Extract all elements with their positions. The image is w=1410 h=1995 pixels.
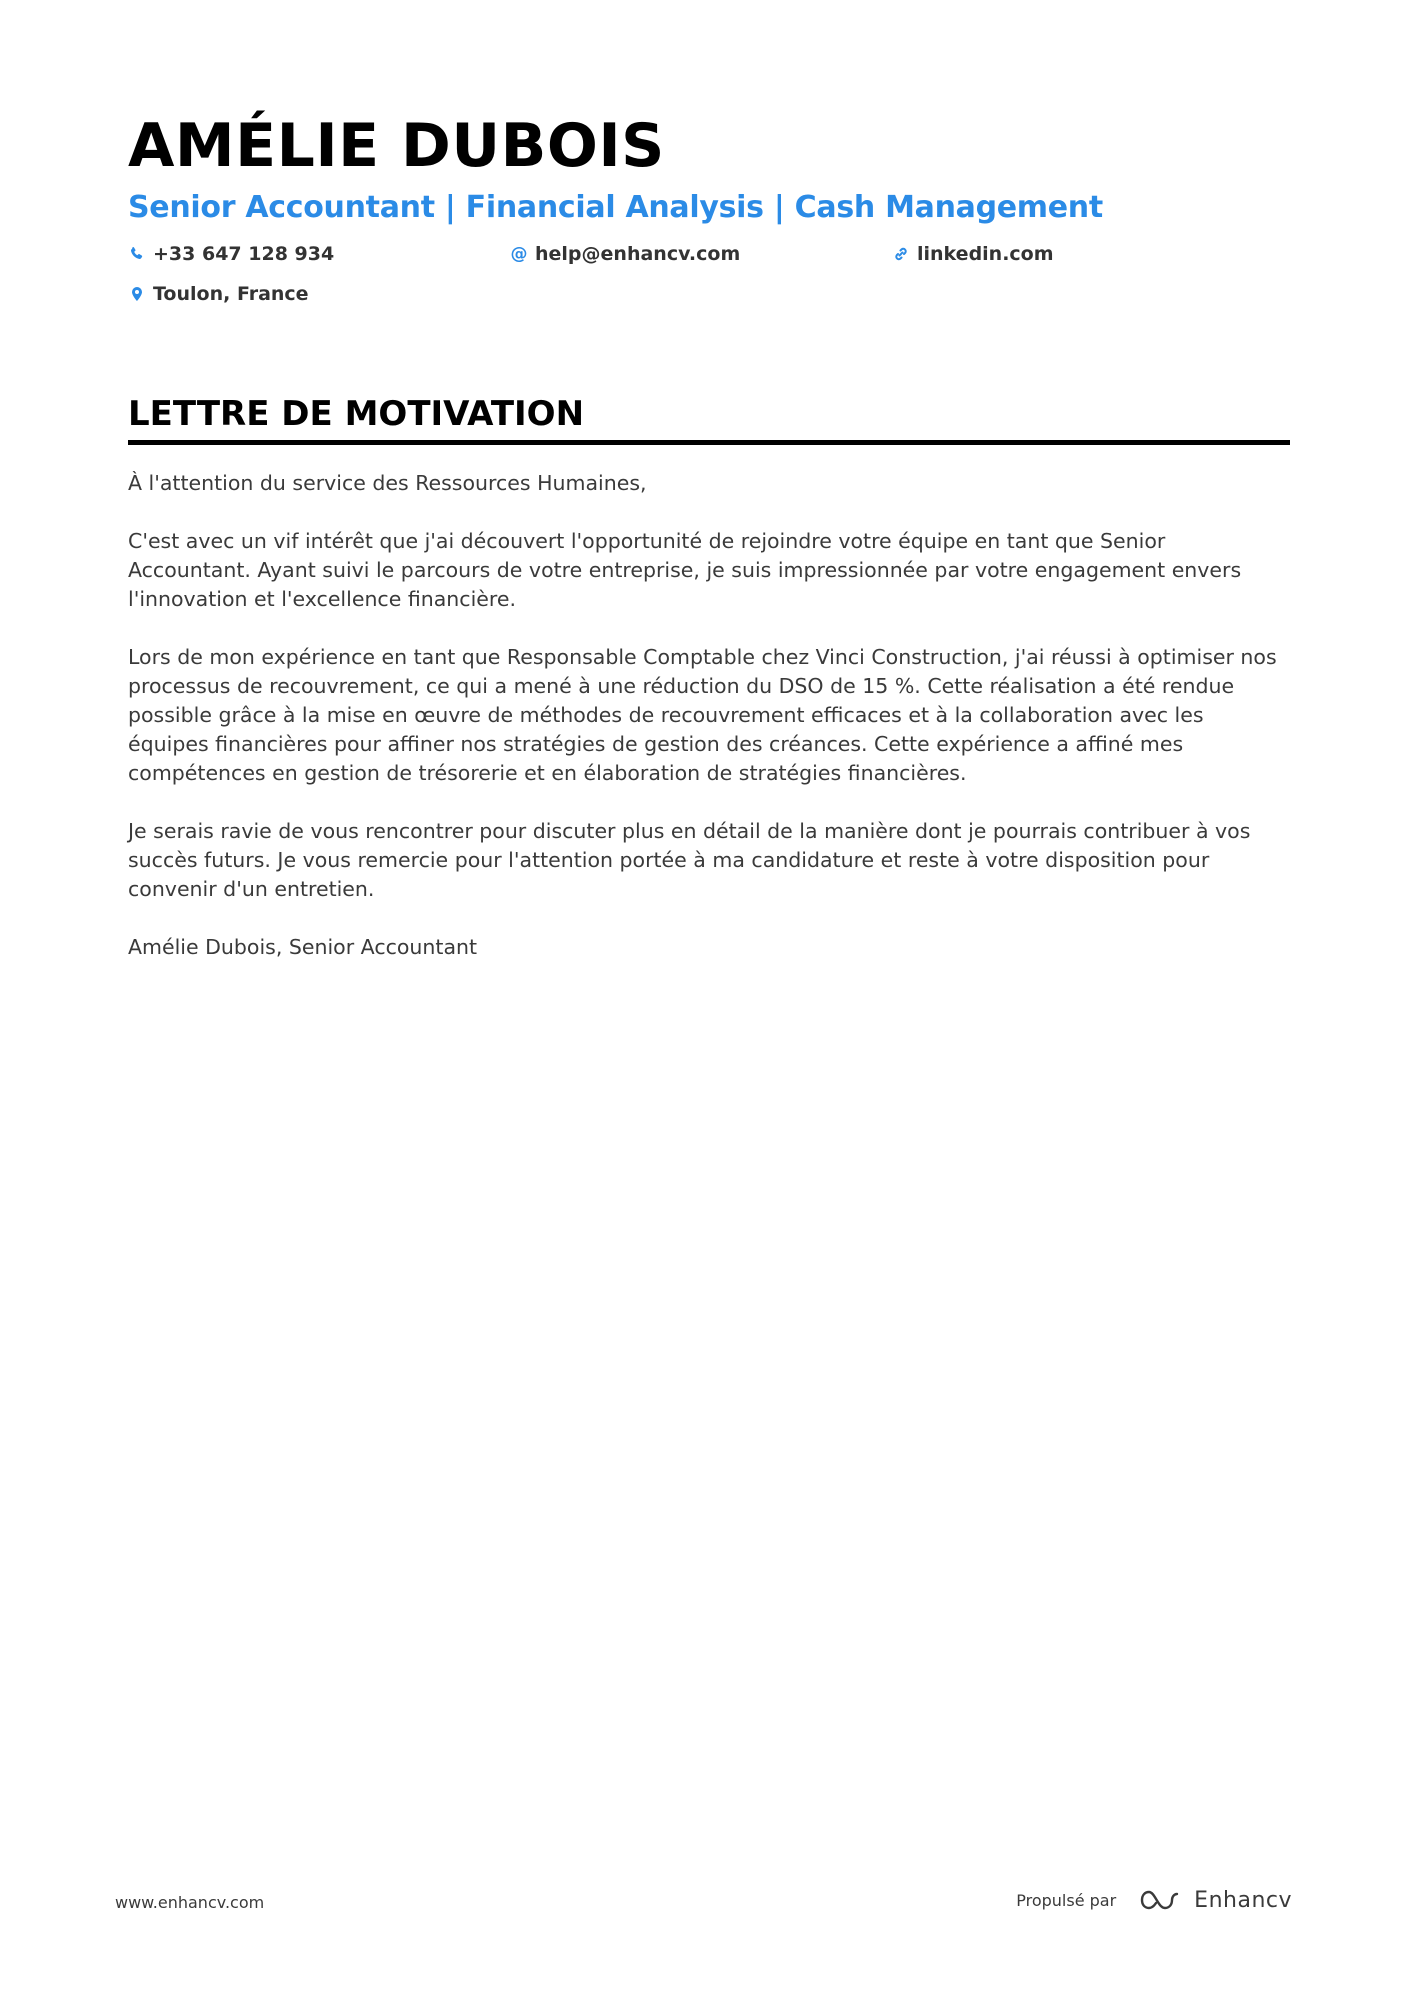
contact-phone bbox=[128, 238, 510, 270]
section-title: LETTRE DE MOTIVATION bbox=[128, 392, 1290, 445]
email-address: help@enhancv.com bbox=[535, 243, 741, 265]
phone-icon bbox=[128, 245, 146, 263]
enhancv-logo-icon bbox=[1138, 1887, 1184, 1913]
letter-paragraph-2: Lors de mon expérience en tant que Responsable Comptable chez Vinci Construction, j'ai réussi à optimiser nos processus de recouvrement, ce qui a mené à une réduction du DSO de 15 %. Cette réalisation a été rendue possible grâce à la mise en œuvre de méthodes de recouvrement efficaces et à la collaboration avec les équipes financières pour affiner nos stratégies de gestion des créances. Cette expérience a affiné mes compétences en gestion de trésorerie et en élaboration de stratégies financières. bbox=[128, 645, 1277, 785]
link-icon bbox=[892, 245, 910, 263]
phone-number: +33 647 128 934 bbox=[153, 243, 335, 265]
resume-header bbox=[128, 108, 1288, 310]
location-text: Toulon, France bbox=[153, 283, 309, 305]
contact-location bbox=[128, 278, 510, 310]
footer-website: www.enhancv.com bbox=[115, 1893, 265, 1912]
contact-email bbox=[510, 238, 892, 270]
candidate-tagline: Senior Accountant | Financial Analysis | Cash Management bbox=[128, 190, 1103, 225]
letter-paragraph-1: C'est avec un vif intérêt que j'ai découvert l'opportunité de rejoindre votre équipe en tant que Senior Accountant. Ayant suivi le parcours de votre entreprise, je suis impressionnée par votre engagement envers l'innovation et l'excellence financière. bbox=[128, 529, 1242, 611]
letter-body bbox=[128, 469, 1288, 962]
contact-linkedin bbox=[892, 238, 1274, 270]
letter-signature: Amélie Dubois, Senior Accountant bbox=[128, 935, 478, 959]
enhancv-logo bbox=[1138, 1887, 1292, 1913]
location-pin-icon bbox=[128, 285, 146, 303]
candidate-name: AMÉLIE DUBOIS bbox=[128, 111, 665, 181]
at-icon: @ bbox=[510, 244, 528, 264]
powered-by-label: Propulsé par bbox=[1016, 1890, 1117, 1910]
footer-branding bbox=[1016, 1880, 1292, 1920]
linkedin-url: linkedin.com bbox=[917, 243, 1054, 265]
letter-salutation: À l'attention du service des Ressources Humaines, bbox=[128, 471, 647, 495]
contact-info bbox=[128, 238, 1288, 310]
cover-letter-section bbox=[128, 392, 1290, 991]
brand-name: Enhancv bbox=[1194, 1887, 1292, 1913]
letter-paragraph-3: Je serais ravie de vous rencontrer pour discuter plus en détail de la manière dont je pourrais contribuer à vos succès futurs. Je vous remercie pour l'attention portée à ma candidature et reste à votre disposition pour convenir d'un entretien. bbox=[128, 819, 1251, 901]
